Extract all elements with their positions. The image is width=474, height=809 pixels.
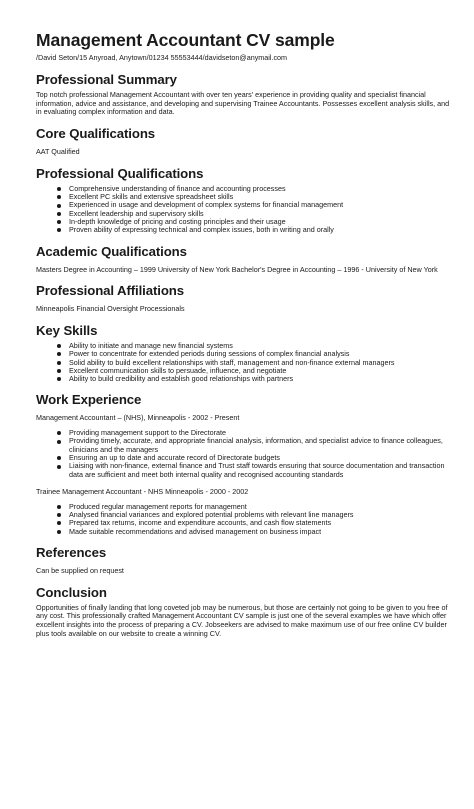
list-item: Ability to initiate and manage new financial systems bbox=[36, 342, 452, 350]
section-heading-professional-affiliations: Professional Affiliations bbox=[36, 283, 184, 299]
list-item: Prepared tax returns, income and expenditure accounts, and cash flow statements bbox=[36, 519, 452, 527]
academic-qualifications-text: Masters Degree in Accounting – 1999 University of New York Bachelor's Degree in Accounting – 1996 - University of New York bbox=[36, 264, 438, 274]
list-item: Excellent leadership and supervisory skills bbox=[36, 210, 452, 218]
list-item: Providing management support to the Directorate bbox=[36, 429, 452, 437]
section-heading-academic-qualifications: Academic Qualifications bbox=[36, 243, 187, 259]
job-title: Trainee Management Accountant - NHS Minneapolis - 2000 - 2002 bbox=[36, 486, 249, 496]
list-item: Solid ability to build excellent relationships with staff, management and non-finance external managers bbox=[36, 359, 452, 367]
section-heading-professional-summary: Professional Summary bbox=[36, 72, 177, 87]
list-item: Made suitable recommendations and advised management on business impact bbox=[36, 528, 452, 536]
section-heading-conclusion: Conclusion bbox=[36, 584, 107, 600]
list-item: Experienced in usage and development of complex systems for financial management bbox=[36, 201, 452, 209]
job-title: Management Accountant – (NHS), Minneapolis - 2002 - Present bbox=[36, 413, 240, 423]
contact-line: /David Seton/15 Anyroad, Anytown/01234 55553444/davidseton@anymail.com bbox=[36, 53, 288, 62]
professional-qualifications-list bbox=[36, 185, 452, 235]
list-item: Excellent PC skills and extensive spreadsheet skills bbox=[36, 193, 452, 201]
list-item: Ability to build credibility and establish good relationships with partners bbox=[36, 375, 452, 383]
references-text: Can be supplied on request bbox=[36, 565, 124, 575]
section-heading-professional-qualifications: Professional Qualifications bbox=[36, 165, 204, 181]
job-duties-list bbox=[36, 503, 452, 536]
job-duties-list bbox=[36, 429, 452, 479]
list-item: Liaising with non-finance, external finance and Trust staff towards ensuring that source documentation and transaction data are sufficient and meet both internal quality and recognised accounting standards bbox=[36, 462, 452, 479]
list-item: Analysed financial variances and explored potential problems with relevant line managers bbox=[36, 511, 452, 519]
list-item: Providing timely, accurate, and appropriate financial analysis, information, and specialist advice to finance colleagues, clinicians and the managers bbox=[36, 437, 452, 454]
section-heading-key-skills: Key Skills bbox=[36, 323, 98, 338]
list-item: Excellent communication skills to persuade, influence, and negotiate bbox=[36, 367, 452, 375]
list-item: Proven ability of expressing technical and complex issues, both in writing and orally bbox=[36, 226, 452, 234]
section-heading-work-experience: Work Experience bbox=[36, 392, 142, 408]
list-item: Produced regular management reports for management bbox=[36, 503, 452, 511]
list-item: In-depth knowledge of pricing and costing principles and their usage bbox=[36, 218, 452, 226]
key-skills-list bbox=[36, 342, 452, 383]
list-item: Power to concentrate for extended periods during sessions of complex financial analysis bbox=[36, 350, 452, 358]
list-item: Ensuring an up to date and accurate record of Directorate budgets bbox=[36, 454, 452, 462]
conclusion-text: Opportunities of finally landing that long coveted job may be numerous, but those are certainly not going to be given to you free of any cost. This professionally crafted Management Accountant CV sample is just one of the several examples we have which offer excellent insights into the process of preparing a CV. Jobseekers are advised to make maximum use of our free online CV builder plus tools available on our website to create a winning CV. bbox=[36, 602, 448, 638]
core-qualifications-text: AAT Qualified bbox=[36, 147, 80, 157]
professional-summary-text: Top notch professional Management Accountant with over ten years' experience in providing quality and specialist financial information, advice and assistance, and developing and supervising Trainee Accountants. Possesses excellent analysis skills, and in evaluating complex information and data. bbox=[36, 90, 450, 117]
professional-affiliations-text: Minneapolis Financial Oversight Processionals bbox=[36, 304, 185, 314]
section-heading-core-qualifications: Core Qualifications bbox=[36, 126, 156, 142]
list-item: Comprehensive understanding of finance and accounting processes bbox=[36, 185, 452, 193]
section-heading-references: References bbox=[36, 544, 107, 560]
cv-title: Management Accountant CV sample bbox=[36, 30, 335, 50]
